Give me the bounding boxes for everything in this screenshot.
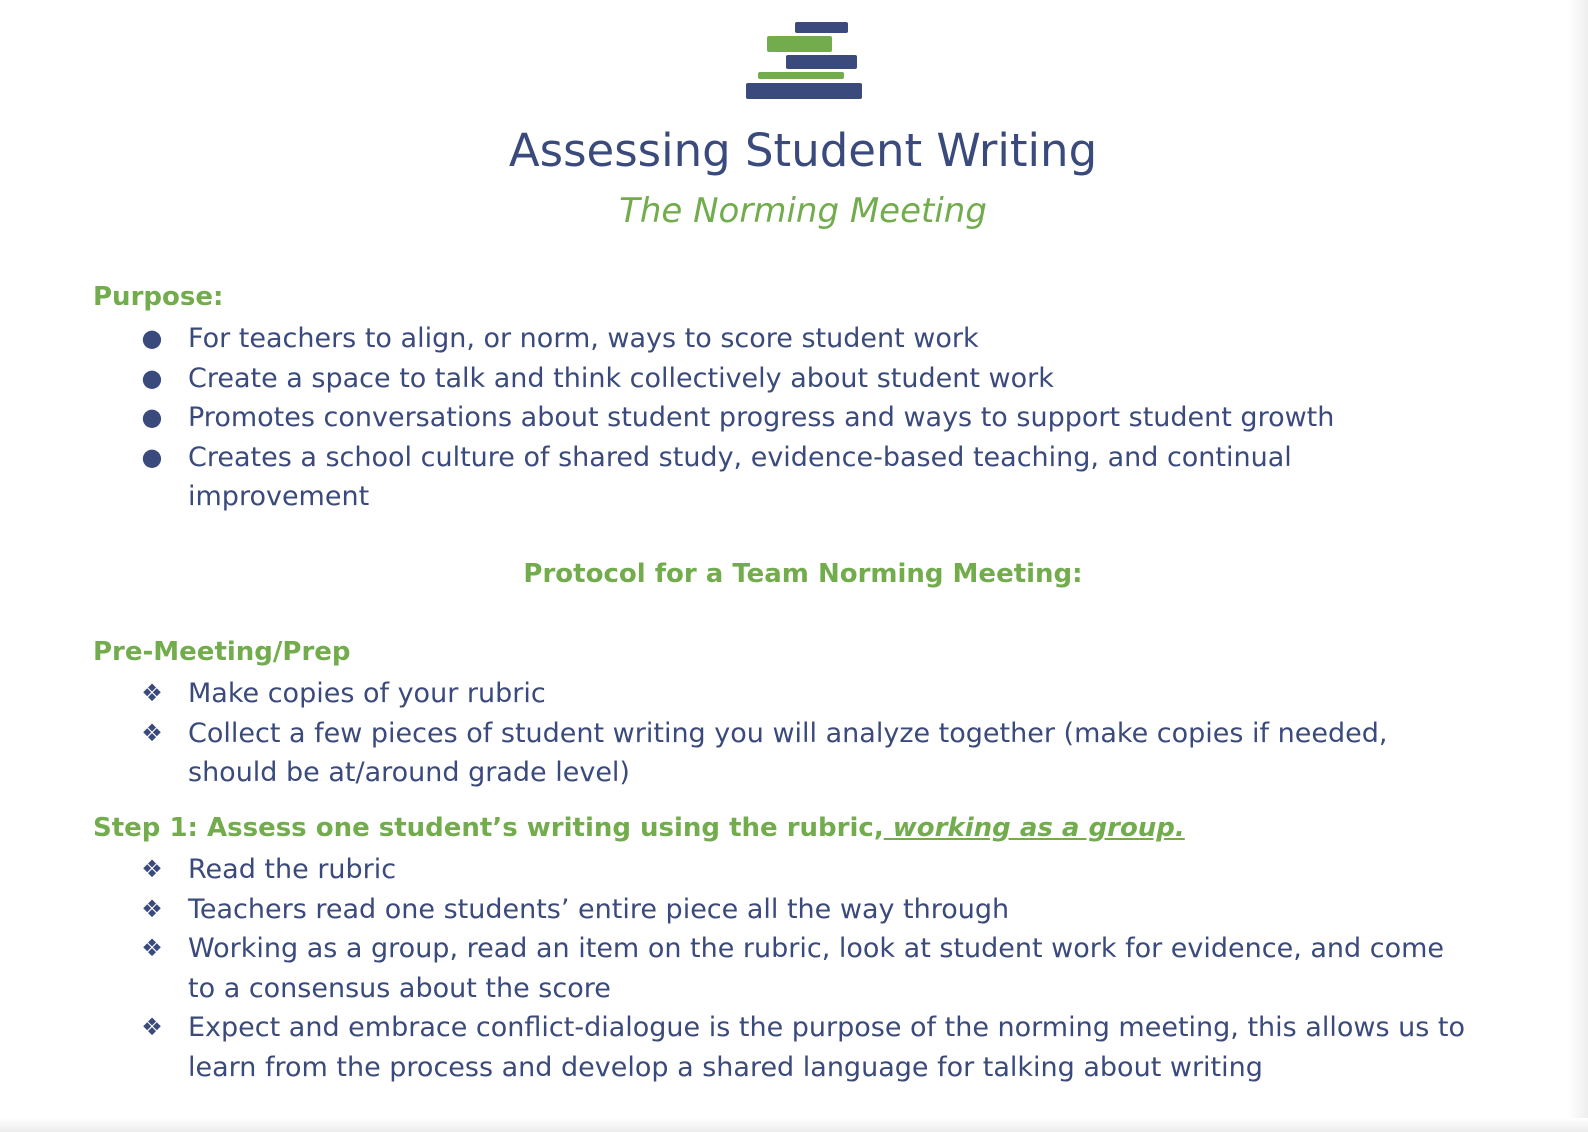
logo-bar	[758, 72, 844, 79]
step1-heading-link[interactable]: working as a group.	[883, 813, 1185, 843]
logo-bar	[746, 83, 862, 99]
list-item: ❖ Collect a few pieces of student writing you will analyze together (make copies if needed, should be at/around grade level)	[0, 714, 1400, 793]
list-item: ● For teachers to align, or norm, ways to score student work	[0, 319, 1400, 359]
page-bottom-shadow	[0, 1118, 1588, 1132]
stacked-books-icon	[746, 22, 862, 100]
logo-bar	[767, 36, 832, 52]
pre-meeting-heading: Pre-Meeting/Prep	[93, 637, 351, 667]
list-item: ❖ Make copies of your rubric	[0, 674, 1400, 714]
step1-list	[0, 850, 1465, 1087]
logo-bar	[786, 55, 857, 69]
bullet-icon: ●	[141, 363, 163, 392]
step1-heading	[93, 813, 1185, 843]
bullet-icon: ●	[141, 324, 163, 352]
diamond-bullet-icon: ❖	[141, 894, 163, 923]
purpose-list	[0, 319, 1400, 517]
list-item: ● Promotes conversations about student progress and ways to support student growth	[0, 398, 1400, 438]
protocol-heading: Protocol for a Team Norming Meeting:	[523, 559, 1083, 589]
list-item: ● Creates a school culture of shared study, evidence-based teaching, and continual improvement	[0, 438, 1400, 517]
list-item: ❖ Expect and embrace conflict-dialogue is the purpose of the norming meeting, this allows us to learn from the process and develop a shared language for talking about writing	[0, 1008, 1400, 1087]
list-item: ❖ Teachers read one students’ entire piece all the way through	[0, 890, 1400, 930]
diamond-bullet-icon: ❖	[141, 679, 163, 707]
bullet-icon: ●	[141, 442, 163, 471]
page-subtitle: The Norming Meeting	[619, 191, 987, 231]
bullet-icon: ●	[141, 403, 163, 431]
diamond-bullet-icon: ❖	[141, 718, 163, 747]
logo-bar	[795, 22, 848, 33]
list-item: ❖ Read the rubric	[0, 850, 1400, 890]
page-edge-shadow	[1568, 0, 1588, 1132]
pre-meeting-list	[0, 674, 1400, 793]
list-item: ❖ Working as a group, read an item on the rubric, look at student work for evidence, and come to a consensus about the score	[0, 929, 1400, 1008]
purpose-heading: Purpose:	[93, 282, 224, 312]
diamond-bullet-icon: ❖	[141, 1013, 163, 1041]
diamond-bullet-icon: ❖	[141, 934, 163, 962]
diamond-bullet-icon: ❖	[141, 855, 163, 883]
step1-heading-text: Step 1: Assess one student’s writing using the rubric,	[93, 813, 884, 843]
page-title: Assessing Student Writing	[508, 124, 1098, 177]
list-item: ● Create a space to talk and think collectively about student work	[0, 359, 1400, 399]
